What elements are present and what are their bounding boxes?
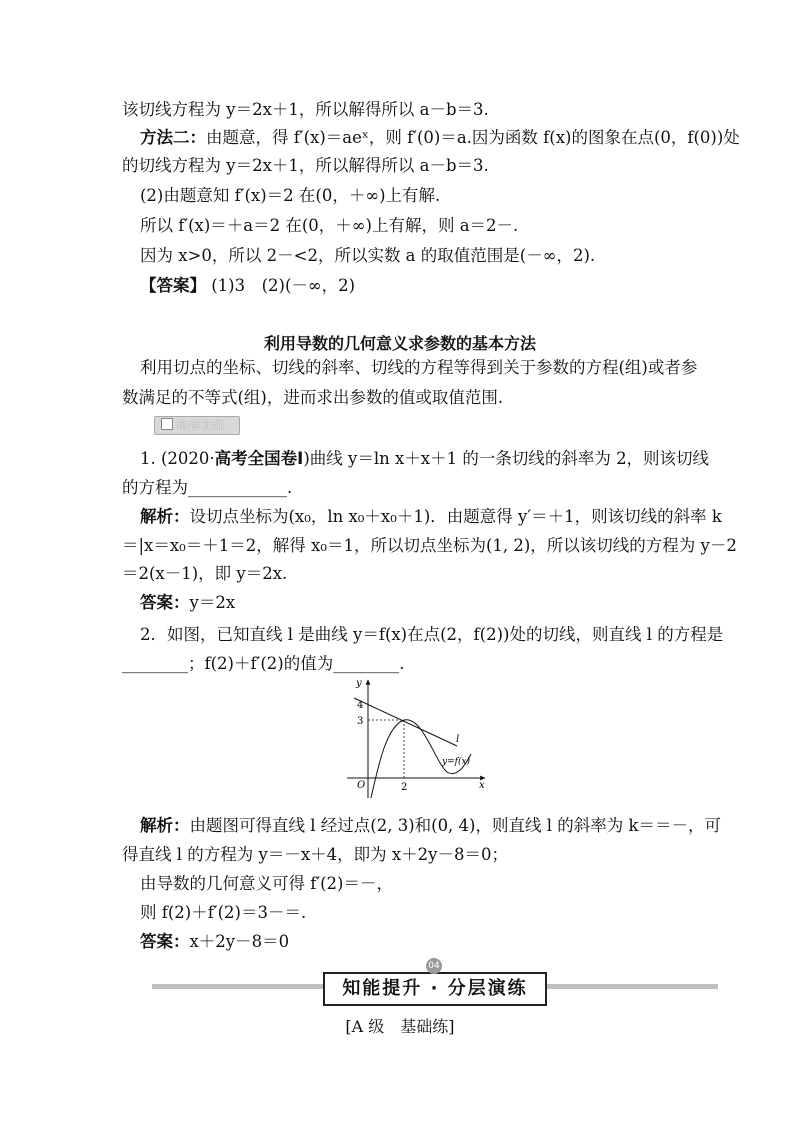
tick-label-2: 2 — [401, 782, 408, 793]
text-line: (2)由题意知 f′(x)＝2 在(0，＋∞)上有解. — [140, 186, 441, 205]
section-number-badge: 04 — [426, 958, 442, 974]
y-axis-label: y — [356, 678, 362, 689]
solution-label: 解析： — [140, 816, 190, 835]
text-span: 设切点坐标为(x₀，ln x₀＋x₀＋1)．由题意得 y′＝＋1，则该切线的斜率 k — [189, 507, 722, 526]
method-heading: 利用导数的几何意义求参数的基本方法 — [263, 334, 536, 353]
solution-2-line — [140, 815, 721, 837]
solution-2-line: 得直线 l 的方程为 y＝－x＋4，即为 x＋2y－8＝0； — [122, 845, 509, 864]
method-paragraph: 数满足的不等式(组)，进而求出参数的值或取值范围. — [122, 388, 504, 407]
solution-label: 解析： — [140, 507, 190, 526]
method-paragraph: 利用切点的坐标、切线的斜率、切线的方程等得到关于参数的方程(组)或者参 — [140, 358, 698, 377]
method-two-label: 方法二： — [140, 128, 206, 147]
text-line: 所以 f′(x)＝＋a＝2 在(0，＋∞)上有解，则 a＝2－. — [140, 216, 519, 235]
answer-text: x＋2y－8＝0 — [189, 932, 290, 951]
solution-1-line — [140, 506, 722, 528]
answer-label: 答案： — [140, 932, 190, 951]
text-span: )曲线 y＝ln x＋x＋1 的一条切线的斜率为 2，则该切线 — [303, 449, 710, 468]
solution-1-line: ＝|x＝x₀＝＋1＝2，解得 x₀＝1，所以切点坐标为(1, 2)，所以该切线的方程为 y－2 — [122, 536, 737, 555]
text-span: 1. (2020· — [140, 449, 215, 468]
question-2-line: ________；f(2)＋f′(2)的值为________. — [122, 654, 405, 673]
text-span: 由题意，得 f′(x)＝aeˣ，则 f′(0)＝a.因为函数 f(x)的图象在点(0，f(0))处 — [206, 128, 740, 147]
tick-label-4: 4 — [357, 700, 364, 711]
line-label: l — [456, 734, 460, 745]
question-1-line — [140, 448, 709, 470]
solution-1-line: ＝2(x－1)，即 y＝2x. — [122, 564, 288, 583]
solution-2-line: 则 f(2)＋f′(2)＝3－＝. — [140, 903, 307, 922]
text-line: 该切线方程为 y＝2x＋1，所以解得所以 a－b＝3. — [122, 100, 489, 119]
text-line: 因为 x>0，所以 2－<2，所以实数 a 的取值范围是(－∞，2). — [140, 246, 596, 265]
section-subtitle: [A 级 基础练] — [345, 1017, 455, 1036]
answer-text: (1)3 (2)(－∞，2) — [206, 276, 356, 295]
text-span: 由题图可得直线 l 经过点(2, 3)和(0, 4)，则直线 l 的斜率为 k＝＝－，可 — [189, 816, 721, 835]
solution-2-line: 由导数的几何意义可得 f′(2)＝－， — [140, 874, 393, 893]
tracking-icon — [161, 418, 173, 430]
section-banner — [152, 961, 718, 1006]
answer-line — [140, 275, 355, 297]
answer-label: 答案： — [140, 593, 190, 612]
tick-label-3: 3 — [357, 716, 364, 727]
exam-source: 高考全国卷Ⅰ — [214, 449, 304, 468]
curve-label: y=f(x) — [442, 757, 471, 767]
tangent-figure — [335, 674, 495, 802]
x-axis-label: x — [479, 780, 485, 791]
tangent-line — [354, 698, 460, 746]
text-line — [140, 127, 740, 149]
tracking-tag — [154, 416, 240, 435]
answer-text: y＝2x — [189, 593, 236, 612]
question-1-line: 的方程为____________. — [122, 478, 293, 497]
answer-2-line — [140, 931, 289, 953]
origin-label: O — [357, 780, 366, 791]
section-title: 知能提升 · 分层演练 — [323, 972, 547, 1006]
text-line: 的切线方程为 y＝2x＋1，所以解得所以 a－b＝3. — [122, 156, 489, 175]
answer-label: 【答案】 — [140, 276, 206, 295]
question-2-line: 2．如图，已知直线 l 是曲线 y＝f(x)在点(2，f(2))处的切线，则直线 l 的方程是 — [140, 625, 724, 644]
answer-1-line — [140, 592, 235, 614]
tracking-label: 跟踪训练 — [177, 419, 225, 432]
